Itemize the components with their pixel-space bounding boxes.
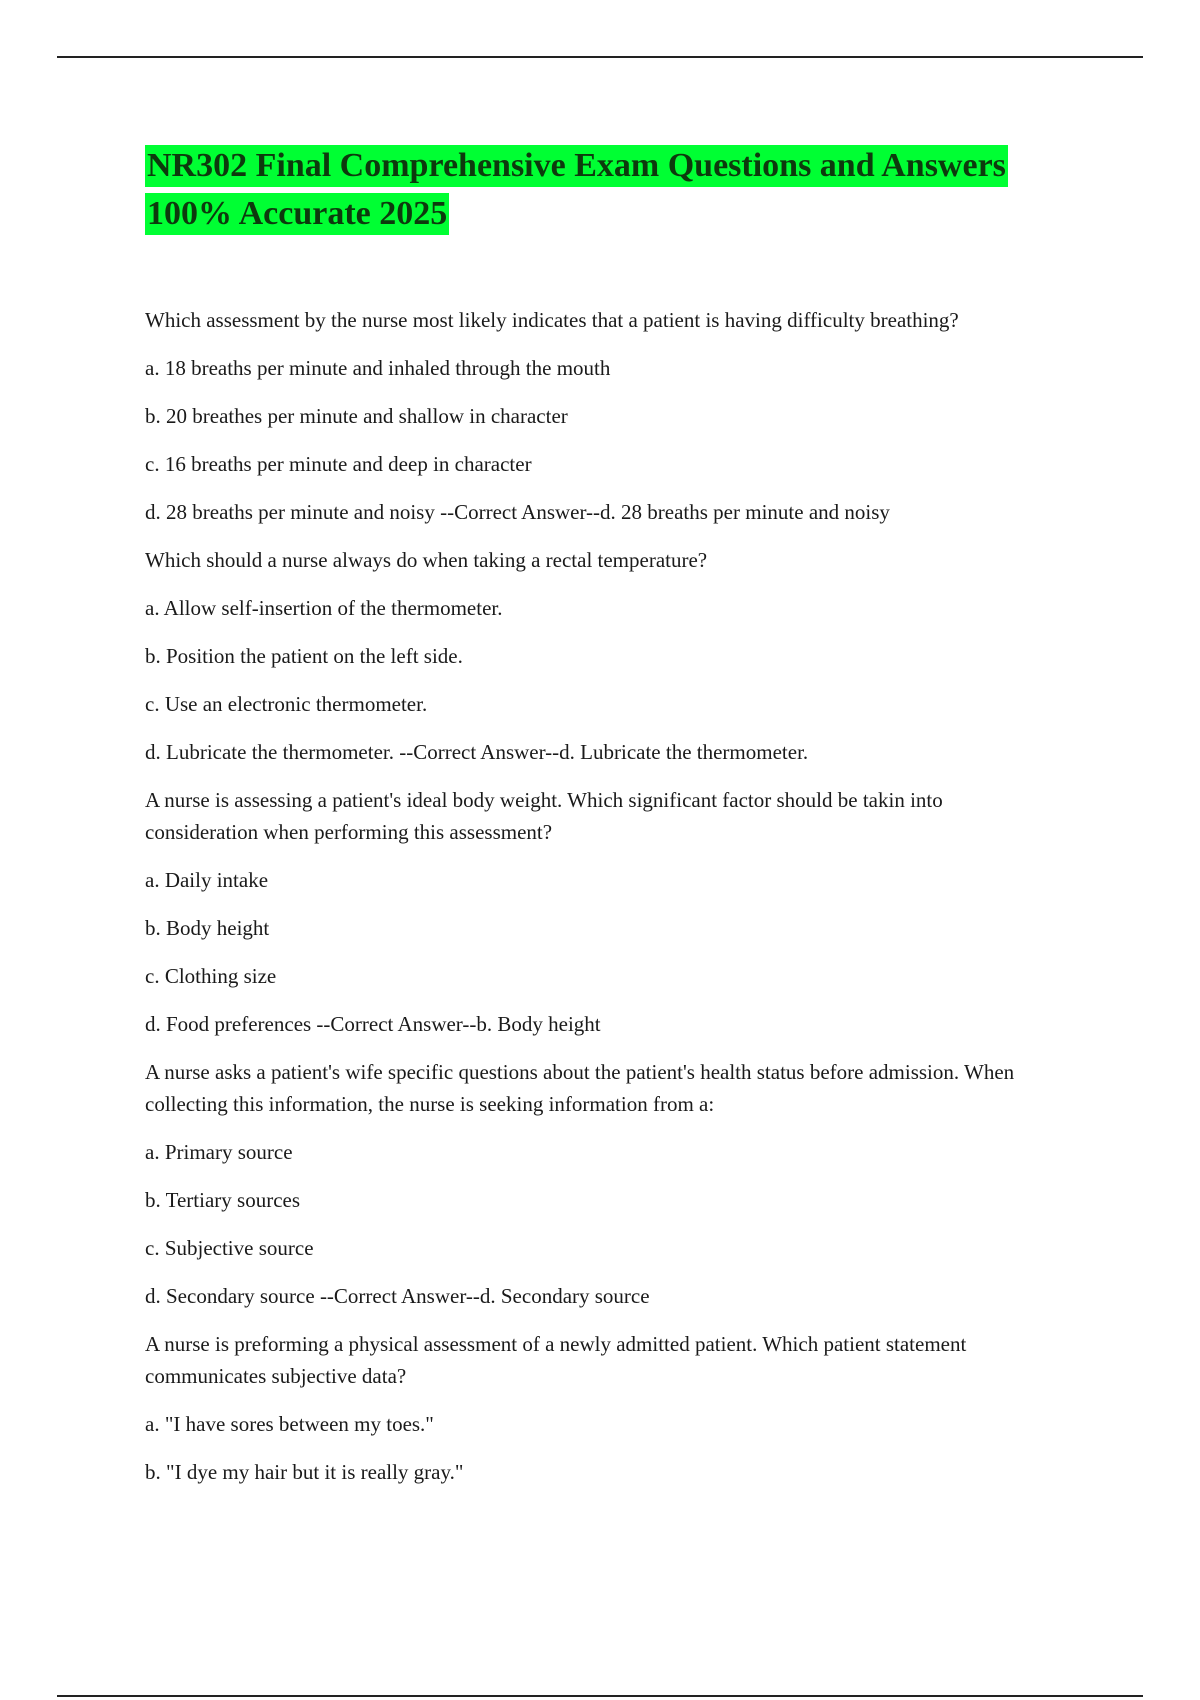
option-4c: c. Subjective source <box>145 1236 314 1260</box>
question-2: Which should a nurse always do when taking a rectal temperature? <box>145 548 708 572</box>
option-2c: c. Use an electronic thermometer. <box>145 692 428 716</box>
option-2d-answer: d. Lubricate the thermometer. --Correct Answer--d. Lubricate the thermometer. <box>145 740 809 764</box>
option-3b: b. Body height <box>145 916 270 940</box>
option-3a: a. Daily intake <box>145 868 269 892</box>
option-1c: c. 16 breaths per minute and deep in character <box>145 452 532 476</box>
question-3: A nurse is assessing a patient's ideal body weight. Which significant factor should be takin into consideration when performing this assessment? <box>145 788 943 844</box>
option-1d-answer: d. 28 breaths per minute and noisy --Correct Answer--d. 28 breaths per minute and noisy <box>145 500 890 524</box>
option-5b: b. "I dye my hair but it is really gray." <box>145 1460 464 1484</box>
option-2a: a. Allow self-insertion of the thermometer. <box>145 596 503 620</box>
option-4b: b. Tertiary sources <box>145 1188 301 1212</box>
document-title <box>145 142 1045 238</box>
option-1b: b. 20 breathes per minute and shallow in character <box>145 404 568 428</box>
title-highlight: NR302 Final Comprehensive Exam Questions and Answers 100% Accurate 2025 <box>145 145 1008 235</box>
option-1a: a. 18 breaths per minute and inhaled through the mouth <box>145 356 611 380</box>
option-5a: a. "I have sores between my toes." <box>145 1412 434 1436</box>
question-5: A nurse is preforming a physical assessment of a newly admitted patient. Which patient statement communicates subjective data? <box>145 1332 967 1388</box>
option-4a: a. Primary source <box>145 1140 293 1164</box>
question-list <box>145 304 1045 1488</box>
document-body <box>145 142 1045 1504</box>
option-2b: b. Position the patient on the left side. <box>145 644 463 668</box>
question-4: A nurse asks a patient's wife specific questions about the patient's health status before admission. When collecting this information, the nurse is seeking information from a: <box>145 1060 1015 1116</box>
footer-rule <box>57 1695 1143 1697</box>
header-rule <box>57 56 1143 58</box>
option-4d-answer: d. Secondary source --Correct Answer--d. Secondary source <box>145 1284 650 1308</box>
option-3d-answer: d. Food preferences --Correct Answer--b. Body height <box>145 1012 601 1036</box>
option-3c: c. Clothing size <box>145 964 277 988</box>
question-1: Which assessment by the nurse most likely indicates that a patient is having difficulty breathing? <box>145 308 959 332</box>
